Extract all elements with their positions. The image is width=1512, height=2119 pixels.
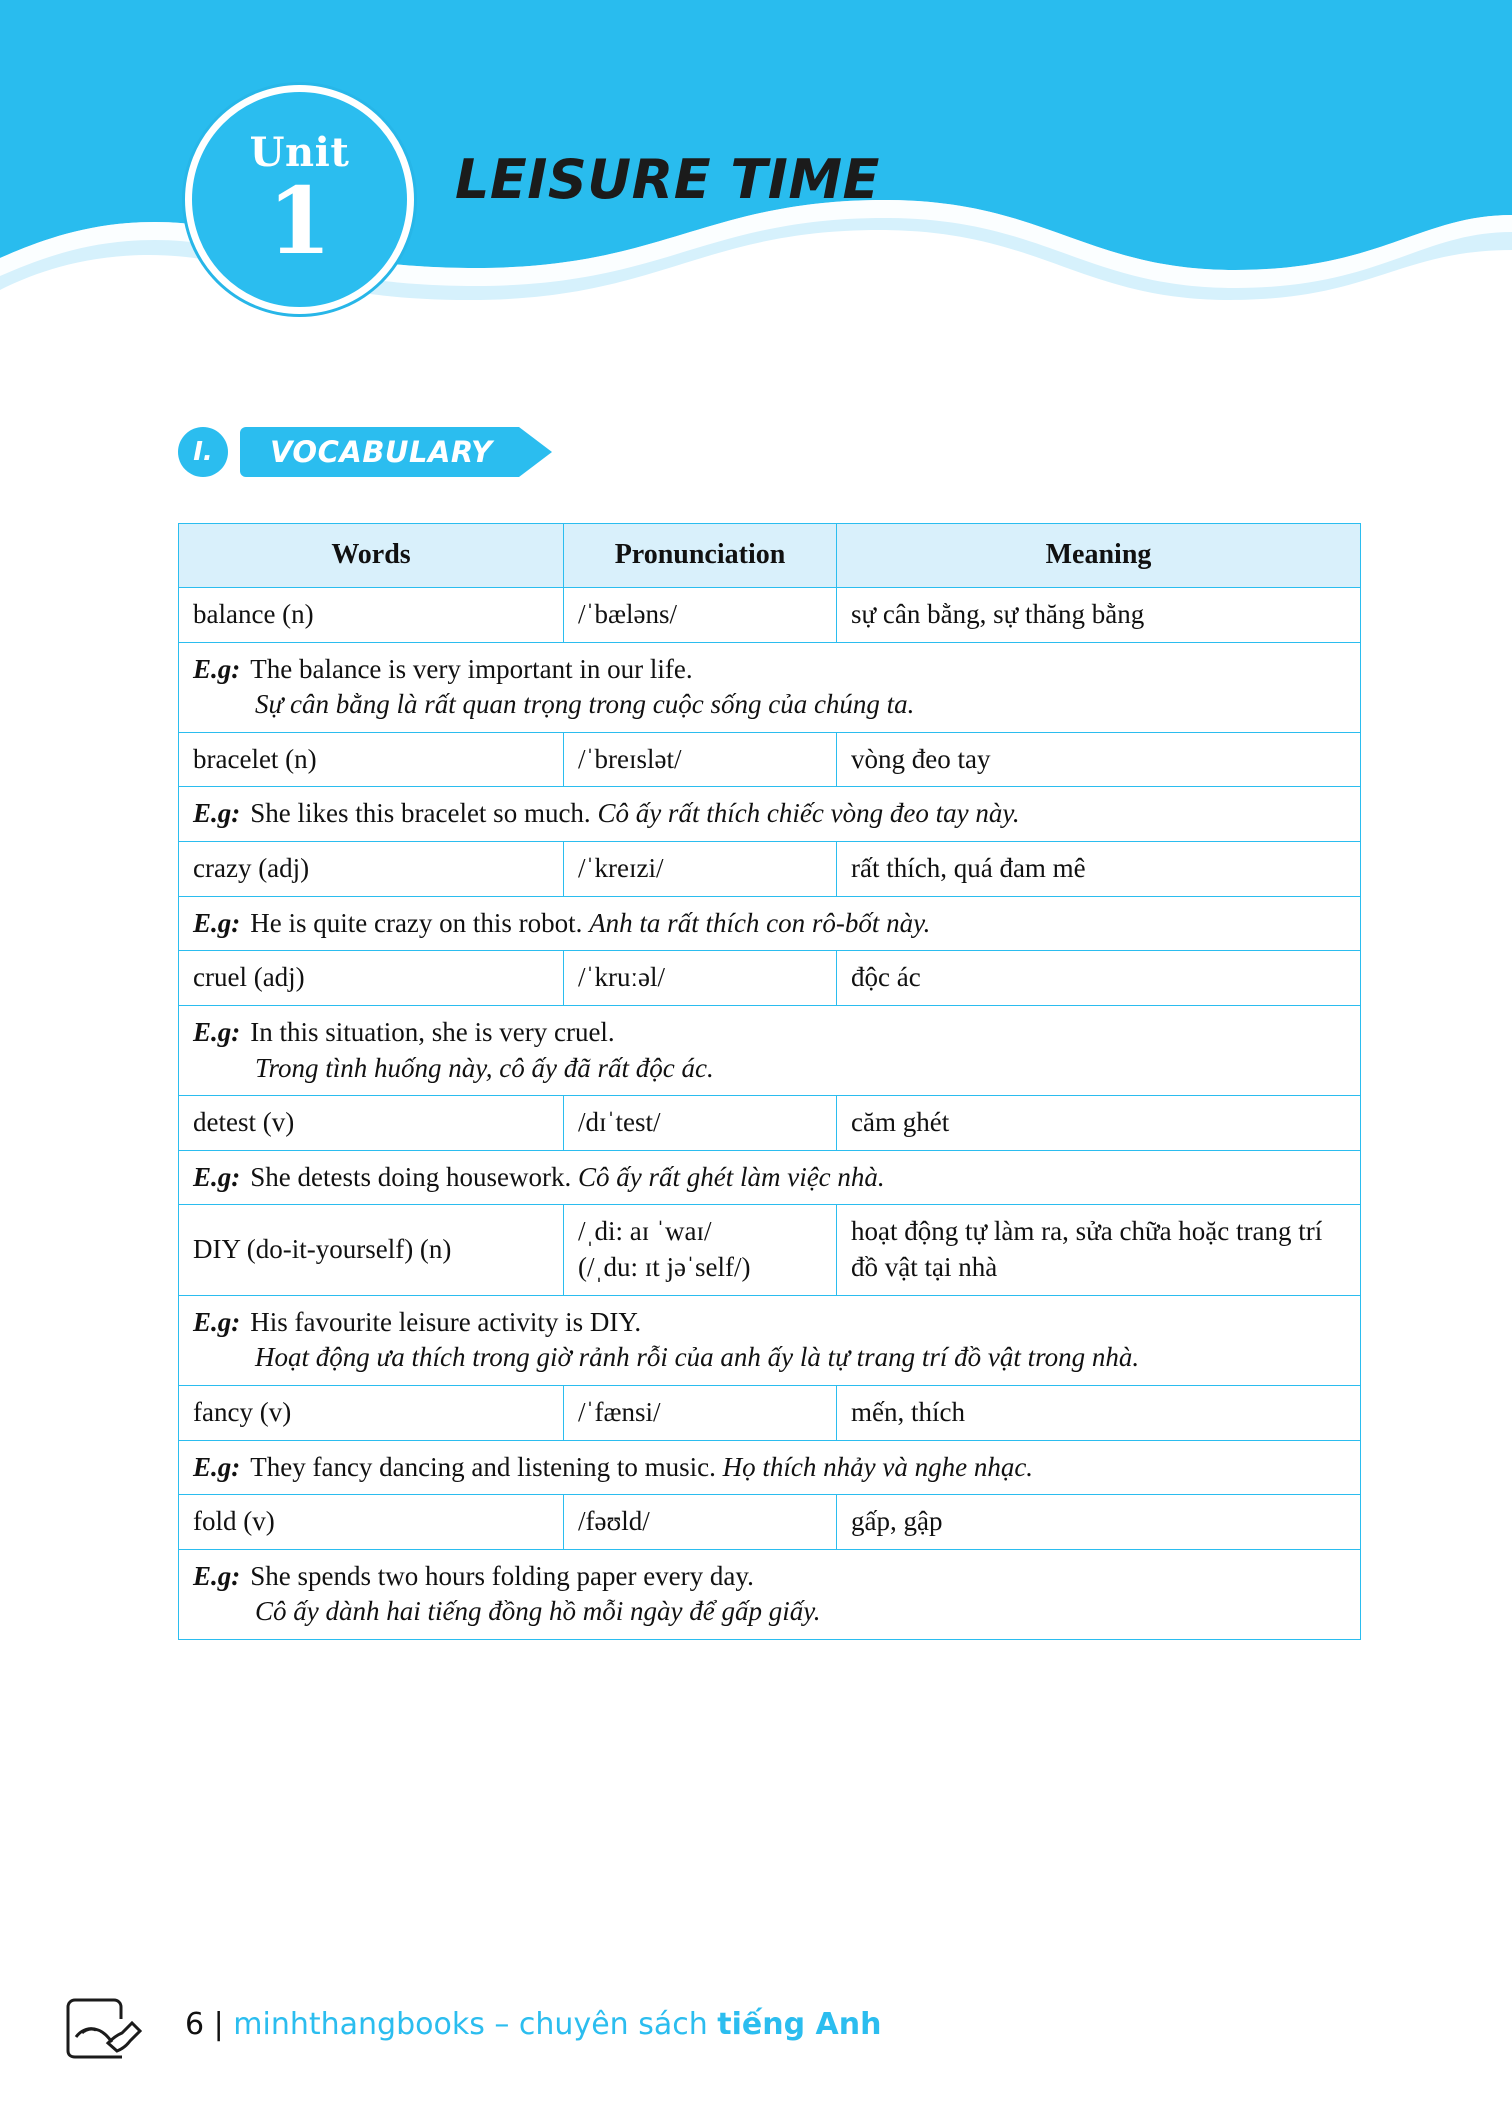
meaning-cell: độc ác (837, 951, 1361, 1006)
example-tag: E.g: (193, 1161, 241, 1192)
word-cell: balance (n) (179, 587, 564, 642)
example-english-line (193, 1015, 1346, 1051)
section-label: VOCABULARY (240, 427, 519, 477)
table-row (179, 842, 1361, 897)
example-english-line (193, 1305, 1346, 1341)
table-row (179, 1385, 1361, 1440)
example-english: He is quite crazy on this robot. (250, 907, 583, 938)
meaning-cell: vòng đeo tay (837, 732, 1361, 787)
example-english-line (193, 796, 1346, 832)
example-english-line (193, 652, 1346, 688)
word-cell: detest (v) (179, 1096, 564, 1151)
example-vietnamese: Trong tình huống này, cô ấy đã rất độc ác. (255, 1052, 714, 1083)
example-vietnamese: Cô ấy rất ghét làm việc nhà. (577, 1161, 885, 1192)
word-cell: bracelet (n) (179, 732, 564, 787)
example-english: In this situation, she is very cruel. (250, 1016, 615, 1047)
meaning-cell: sự cân bằng, sự thăng bằng (837, 587, 1361, 642)
example-cell (179, 896, 1361, 951)
example-row (179, 1440, 1361, 1495)
word-cell: fold (v) (179, 1495, 564, 1550)
example-row (179, 1005, 1361, 1095)
pronunciation-cell: /ˈfænsi/ (564, 1385, 837, 1440)
example-english: She spends two hours folding paper every day. (250, 1560, 754, 1591)
example-english-line (193, 1559, 1346, 1595)
example-vietnamese: Cô ấy dành hai tiếng đồng hồ mỗi ngày để gấp giấy. (255, 1596, 821, 1627)
column-header-pronunciation: Pronunciation (564, 524, 837, 588)
table-header-row (179, 524, 1361, 588)
example-row (179, 642, 1361, 732)
example-english: His favourite leisure activity is DIY. (250, 1306, 642, 1337)
example-vietnamese: Hoạt động ưa thích trong giờ rảnh rỗi của anh ấy là tự trang trí đồ vật trong nhà. (255, 1342, 1140, 1373)
meaning-cell: gấp, gập (837, 1495, 1361, 1550)
example-english: The balance is very important in our life. (250, 653, 693, 684)
example-cell (179, 1005, 1361, 1095)
section-number-badge: I. (178, 427, 228, 477)
example-vietnamese: Anh ta rất thích con rô-bốt này. (589, 907, 931, 938)
page-header-banner (0, 0, 1512, 360)
pronunciation-cell (564, 1205, 837, 1295)
footer-separator: | (213, 2007, 224, 2042)
word-cell: cruel (adj) (179, 951, 564, 1006)
unit-number-label: 1 (267, 166, 332, 275)
footer-brand-bold: tiếng Anh (717, 2007, 882, 2042)
table-row (179, 1495, 1361, 1550)
section-arrow-icon (519, 427, 552, 477)
pronunciation-primary: /ˌdi: aɪ ˈwaɪ/ (578, 1216, 712, 1247)
example-cell (179, 1549, 1361, 1639)
example-cell (179, 642, 1361, 732)
meaning-cell: mến, thích (837, 1385, 1361, 1440)
meaning-cell: hoạt động tự làm ra, sửa chữa hoặc trang trí đồ vật tại nhà (837, 1205, 1361, 1295)
example-row (179, 1150, 1361, 1205)
page-number: 6 (185, 2007, 205, 2042)
example-tag: E.g: (193, 1306, 241, 1337)
pronunciation-cell: /ˈkreɪzi/ (564, 842, 837, 897)
example-cell (179, 1150, 1361, 1205)
example-vietnamese: Họ thích nhảy và nghe nhạc. (722, 1451, 1034, 1482)
section-heading-vocabulary (178, 425, 519, 479)
column-header-words: Words (179, 524, 564, 588)
example-tag: E.g: (193, 1451, 241, 1482)
example-vietnamese: Sự cân bằng là rất quan trọng trong cuộc sống của chúng ta. (255, 689, 915, 720)
word-cell: crazy (adj) (179, 842, 564, 897)
unit-word-label: Unit (249, 128, 350, 176)
example-english: They fancy dancing and listening to music. (250, 1451, 716, 1482)
example-cell (179, 1295, 1361, 1385)
unit-badge (185, 85, 414, 314)
pronunciation-cell: /ˈbreɪslət/ (564, 732, 837, 787)
page-footer (0, 1993, 1512, 2073)
example-english: She likes this bracelet so much. (250, 798, 591, 829)
example-row (179, 1549, 1361, 1639)
word-cell: fancy (v) (179, 1385, 564, 1440)
example-cell (179, 1440, 1361, 1495)
table-row (179, 1096, 1361, 1151)
pronunciation-cell: /dɪˈtest/ (564, 1096, 837, 1151)
example-vietnamese: Cô ấy rất thích chiếc vòng đeo tay này. (597, 798, 1020, 829)
example-english: She detests doing housework. (250, 1161, 572, 1192)
example-tag: E.g: (193, 798, 241, 829)
example-cell (179, 787, 1361, 842)
pronunciation-cell: /ˈbæləns/ (564, 587, 837, 642)
column-header-meaning: Meaning (837, 524, 1361, 588)
pronunciation-cell: /ˈkruːəl/ (564, 951, 837, 1006)
section-label-wrapper (240, 427, 519, 477)
example-english-line (193, 1160, 1346, 1196)
example-english-line (193, 906, 1346, 942)
example-tag: E.g: (193, 1560, 241, 1591)
example-tag: E.g: (193, 1016, 241, 1047)
example-tag: E.g: (193, 653, 241, 684)
pronunciation-cell: /fəʊld/ (564, 1495, 837, 1550)
footer-brand: minhthangbooks – chuyên sách (233, 2007, 718, 2042)
meaning-cell: căm ghét (837, 1096, 1361, 1151)
example-row (179, 896, 1361, 951)
table-row (179, 732, 1361, 787)
example-row (179, 787, 1361, 842)
table-row (179, 587, 1361, 642)
vocabulary-table (178, 523, 1361, 1640)
example-row (179, 1295, 1361, 1385)
example-english-line (193, 1450, 1346, 1486)
footer-text (185, 2007, 881, 2042)
page-title: LEISURE TIME (455, 148, 880, 211)
table-row (179, 1205, 1361, 1295)
pronunciation-secondary: (/ˌdu: ɪt jəˈself/) (578, 1252, 751, 1283)
example-tag: E.g: (193, 907, 241, 938)
word-cell: DIY (do-it-yourself) (n) (179, 1205, 564, 1295)
meaning-cell: rất thích, quá đam mê (837, 842, 1361, 897)
writing-hand-icon (62, 1993, 144, 2063)
table-row (179, 951, 1361, 1006)
